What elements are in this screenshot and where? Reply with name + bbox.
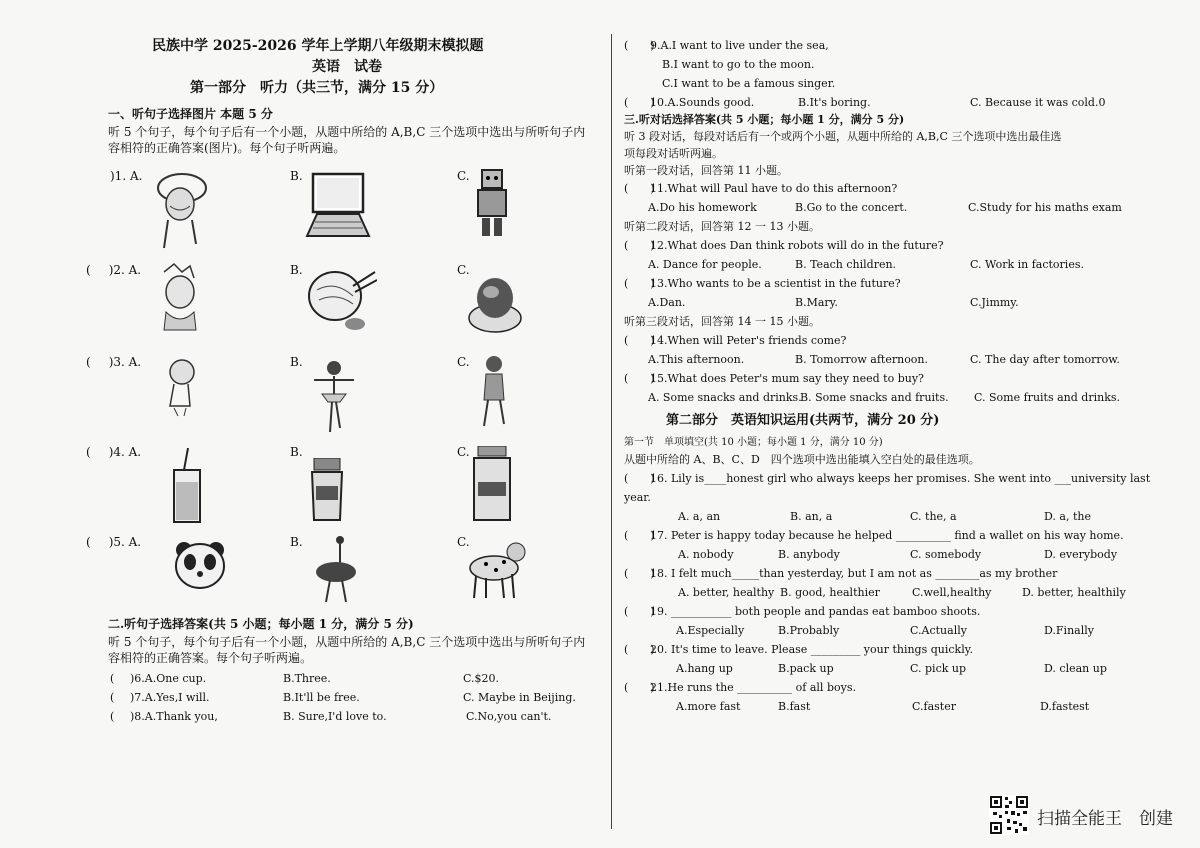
q8-option-b: B. Sure,I'd love to. <box>283 710 387 723</box>
q10-option-b: B.It's boring. <box>798 96 871 109</box>
q2-label: ( )2. A. <box>86 263 142 277</box>
q3-option-b: B. <box>290 355 303 369</box>
column-divider <box>611 34 612 829</box>
q18-option-d: D. better, healthily <box>1022 586 1126 599</box>
q19-paren: ( ) <box>624 605 655 618</box>
q11-paren: ( ) <box>624 182 655 195</box>
q16-option-d: D. a, the <box>1044 510 1091 523</box>
q15-option-a: A. Some snacks and drinks. <box>648 391 802 404</box>
q9-option-b: B.I want to go to the moon. <box>662 58 815 71</box>
q16-option-c: C. the, a <box>910 510 957 523</box>
q12-option-a: A. Dance for people. <box>648 258 762 271</box>
q10-option-a: 10.A.Sounds good. <box>650 96 755 109</box>
q4-label: ( )4. A. <box>86 445 142 459</box>
q18-option-c: C.well,healthy <box>912 586 992 599</box>
q8-option-c: C.No,you can't. <box>466 710 552 723</box>
q10-option-c: C. Because it was cold.0 <box>970 96 1106 109</box>
q5-leopard-image <box>464 540 528 600</box>
q13-option-c: C.Jimmy. <box>970 296 1019 309</box>
q2-option-b: B. <box>290 263 303 277</box>
part1-heading: 第一部分 听力（共三节，满分 15 分） <box>190 80 444 96</box>
section1-instruction-1: 听 5 个句子，每个句子后有一个小题，从题中所给的 A,B,C 三个选项中选出与所听句子内 <box>108 125 586 139</box>
q1-option-b: B. <box>290 169 303 183</box>
q20-option-d: D. clean up <box>1044 662 1107 675</box>
q12-paren: ( ) <box>624 239 655 252</box>
q12-option-b: B. Teach children. <box>795 258 897 271</box>
q16-stem-continued: year. <box>624 491 651 504</box>
q11-option-a: A.Do his homework <box>648 201 757 214</box>
q6-option-c: C.$20. <box>463 672 500 685</box>
q8-option-a: )8.A.Thank you, <box>130 710 218 723</box>
q2-chicken-image <box>467 268 523 334</box>
q6-paren: ( <box>110 672 115 685</box>
q14-paren: ( ) <box>624 334 655 347</box>
q14-option-a: A.This afternoon. <box>648 353 745 366</box>
q16-paren: ( ) <box>624 472 655 485</box>
q3-ballet-dancer-image <box>312 358 356 434</box>
section2-instruction-2: 容相符的正确答案。每个句子听两遍。 <box>108 651 313 665</box>
q19-option-a: A.Especially <box>676 624 745 637</box>
part2-heading: 第二部分 英语知识运用(共两节，满分 20 分) <box>666 413 940 428</box>
q20-option-b: B.pack up <box>778 662 834 675</box>
q20-option-a: A.hang up <box>676 662 733 675</box>
q6-option-a: )6.A.One cup. <box>130 672 207 685</box>
q3-option-c: C. <box>457 355 470 369</box>
q21-option-b: B.fast <box>778 700 811 713</box>
section3-instruction-2: 项每段对话听两遍。 <box>624 147 723 160</box>
section2-heading: 二.听句子选择答案(共 5 小题；每小题 1 分，满分 5 分) <box>108 617 414 631</box>
q5-panda-image <box>170 538 230 594</box>
section1-instruction-2: 容相符的正确答案(图片)。每个句子听两遍。 <box>108 141 346 155</box>
q3-boy-image <box>160 356 200 418</box>
q7-option-c: C. Maybe in Beijing. <box>463 691 576 704</box>
q13-option-a: A.Dan. <box>648 296 686 309</box>
q9-option-c: C.I want to be a famous singer. <box>662 77 836 90</box>
q15-stem: 15.What does Peter's mum say they need to buy? <box>650 372 924 385</box>
q19-option-c: C.Actually <box>910 624 967 637</box>
q1-option-c: C. <box>457 169 470 183</box>
q17-option-d: D. everybody <box>1044 548 1118 561</box>
section3-heading: 三.听对话选择答案(共 5 小题；每小题 1 分，满分 5 分) <box>624 113 905 126</box>
q7-option-a: )7.A.Yes,I will. <box>130 691 210 704</box>
q6-option-b: B.Three. <box>283 672 331 685</box>
q1-girl-hat-image <box>150 166 212 250</box>
part2-section1-heading: 第一节 单项填空(共 10 小题；每小题 1 分，满分 10 分) <box>624 437 883 448</box>
q1-laptop-image <box>305 170 371 242</box>
q12-stem: 12.What does Dan think robots will do in the future? <box>650 239 944 252</box>
q16-option-b: B. an, a <box>790 510 833 523</box>
q16-stem: 16. Lily is____honest girl who always keeps her promises. She went into ___university last <box>650 472 1151 485</box>
q2-person-image <box>154 262 204 332</box>
q14-stem: 14.When will Peter's friends come? <box>650 334 847 347</box>
part2-section1-instruction: 从题中所给的 A、B、C、D 四个选项中选出能填入空白处的最佳选项。 <box>624 453 980 466</box>
section3-instruction-1: 听 3 段对话，每段对话后有一个或两个小题，从题中所给的 A,B,C 三个选项中选出最佳选 <box>624 130 1062 143</box>
q3-woman-image <box>474 354 514 428</box>
q9-paren: ( ) <box>624 39 655 52</box>
q13-paren: ( ) <box>624 277 655 290</box>
dialogue1-note: 听第一段对话，回答第 11 小题。 <box>624 164 788 177</box>
q10-paren: ( ) <box>624 96 655 109</box>
dialogue3-note: 听第三段对话，回答第 14 一 15 小题。 <box>624 315 820 328</box>
q20-option-c: C. pick up <box>910 662 967 675</box>
q21-option-d: D.fastest <box>1040 700 1090 713</box>
q18-option-b: B. good, healthier <box>780 586 880 599</box>
q4-option-b: B. <box>290 445 303 459</box>
q18-paren: ( ) <box>624 567 655 580</box>
q21-paren: ( ) <box>624 681 655 694</box>
q17-paren: ( ) <box>624 529 655 542</box>
q20-stem: 20. It's time to leave. Please _________ your things quickly. <box>650 643 973 656</box>
q15-option-b: B. Some snacks and fruits. <box>800 391 949 404</box>
q7-option-b: B.It'll be free. <box>283 691 360 704</box>
exam-title: 民族中学 2025-2026 学年上学期八年级期末模拟题 <box>152 38 484 54</box>
q18-option-a: A. better, healthy <box>678 586 775 599</box>
q7-paren: ( <box>110 691 115 704</box>
q17-option-c: C. somebody <box>910 548 982 561</box>
q2-option-c: C. <box>457 263 470 277</box>
q5-option-b: B. <box>290 535 303 549</box>
q11-option-b: B.Go to the concert. <box>795 201 908 214</box>
qr-code-icon <box>989 795 1029 835</box>
q21-option-a: A.more fast <box>676 700 741 713</box>
q3-label: ( )3. A. <box>86 355 142 369</box>
q5-option-c: C. <box>457 535 470 549</box>
q5-ostrich-image <box>310 534 366 604</box>
q13-stem: 13.Who wants to be a scientist in the future? <box>650 277 901 290</box>
q21-stem: 21.He runs the __________ of all boys. <box>650 681 856 694</box>
q4-option-c: C. <box>457 445 470 459</box>
q4-jam-jar-image <box>310 458 344 522</box>
exam-subtitle: 英语 试卷 <box>312 59 382 75</box>
q5-label: ( )5. A. <box>86 535 142 549</box>
q8-paren: ( <box>110 710 115 723</box>
q18-stem: 18. I felt much_____than yesterday, but I am not as ________as my brother <box>650 567 1058 580</box>
q16-option-a: A. a, an <box>678 510 721 523</box>
q11-option-c: C.Study for his maths exam <box>968 201 1122 214</box>
q13-option-b: B.Mary. <box>795 296 838 309</box>
q1-label: )1. A. <box>110 169 143 183</box>
q15-paren: ( ) <box>624 372 655 385</box>
q19-option-b: B.Probably <box>778 624 840 637</box>
q20-paren: ( ) <box>624 643 655 656</box>
dialogue2-note: 听第二段对话，回答第 12 一 13 小题。 <box>624 220 820 233</box>
section1-heading: 一、听句子选择图片 本题 5 分 <box>108 107 273 121</box>
q4-milk-can-image <box>470 446 514 524</box>
q2-noodles-image <box>305 266 377 336</box>
q19-option-d: D.Finally <box>1044 624 1094 637</box>
q17-stem: 17. Peter is happy today because he helped __________ find a wallet on his way home. <box>650 529 1124 542</box>
q11-stem: 11.What will Paul have to do this afternoon? <box>650 182 898 195</box>
q21-option-c: C.faster <box>912 700 956 713</box>
q17-option-a: A. nobody <box>678 548 734 561</box>
q19-stem: 19. ___________ both people and pandas eat bamboo shoots. <box>650 605 981 618</box>
q9-option-a: 9.A.I want to live under the sea, <box>650 39 829 52</box>
q1-robot-image <box>472 168 512 238</box>
q12-option-c: C. Work in factories. <box>970 258 1084 271</box>
q4-juice-glass-image <box>168 448 204 524</box>
q17-option-b: B. anybody <box>778 548 840 561</box>
q15-option-c: C. Some fruits and drinks. <box>974 391 1120 404</box>
section2-instruction-1: 听 5 个句子，每个句子后有一个小题，从题中所给的 A,B,C 三个选项中选出与所听句子内 <box>108 635 586 649</box>
q14-option-c: C. The day after tomorrow. <box>970 353 1120 366</box>
scanner-watermark: 扫描全能王 创建 <box>1037 809 1173 829</box>
q14-option-b: B. Tomorrow afternoon. <box>795 353 929 366</box>
